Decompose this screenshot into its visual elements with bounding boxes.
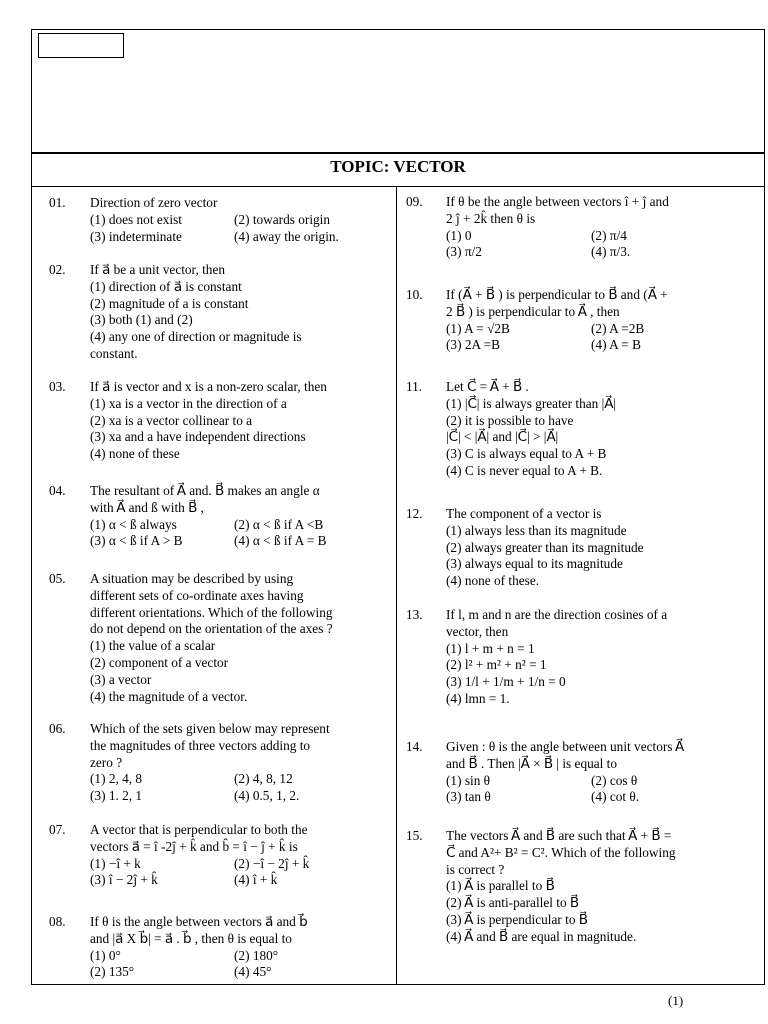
question-body (90, 262, 302, 363)
question-line: with A⃗ and ß with B⃗ , (90, 499, 204, 515)
question-line: C⃗ and A²+ B² = C². Which of the following (446, 844, 676, 860)
option: (3) α < ß if A > B (90, 533, 183, 549)
question-line: different orientations. Which of the following (90, 604, 333, 620)
question-line: If l, m and n are the direction cosines of a (446, 607, 668, 622)
option: (1) 0° (90, 947, 121, 963)
question-number: 08. (49, 914, 66, 929)
question-line: 2 B⃗ ) is perpendicular to A⃗ , then (446, 303, 620, 319)
option: (3) 1. 2, 1 (90, 788, 143, 804)
option: (4) 45° (234, 964, 272, 980)
question-body (446, 828, 676, 946)
question-body (446, 607, 667, 708)
question-number: 03. (49, 379, 66, 394)
option: (4) A = B (591, 337, 641, 353)
question-line: the magnitudes of three vectors adding to (90, 737, 311, 753)
options-grid (90, 856, 309, 890)
question-line: (3) C is always equal to A + B (446, 446, 607, 462)
option: (2) cos θ (591, 772, 638, 788)
question-number: 15. (406, 828, 423, 843)
question-line: (4) none of these (90, 446, 180, 462)
option: (1) A = √2B (446, 320, 510, 336)
options-grid (446, 228, 669, 262)
question-number: 14. (406, 739, 423, 754)
question-line: A situation may be described by using (90, 571, 294, 586)
question-body (90, 195, 339, 245)
question-line: do not depend on the orientation of the axes ? (90, 621, 333, 637)
question-number: 12. (406, 506, 423, 521)
question-line: (4) any one of direction or magnitude is (90, 329, 302, 345)
page-number: (1) (668, 993, 684, 1008)
question-line: Given : θ is the angle between unit vectors A⃗ (446, 739, 685, 754)
option: (2) 180° (234, 947, 279, 963)
options-grid (90, 212, 339, 246)
question-line: The resultant of A⃗ and. B⃗ makes an angle α (90, 483, 320, 498)
question-body (446, 287, 668, 354)
option: (3) tan θ (446, 789, 491, 805)
question-body (446, 739, 684, 806)
question-line: (3) a vector (90, 671, 152, 687)
question-line: (4) none of these. (446, 573, 540, 589)
question-line: (4) the magnitude of a vector. (90, 688, 248, 704)
question-line: vector, then (446, 623, 509, 639)
question-body (90, 822, 309, 889)
question-line: Let C⃗ = A⃗ + B⃗ . (446, 379, 529, 394)
column-divider (396, 186, 397, 985)
question-number: 05. (49, 571, 66, 586)
roll-number-box (38, 33, 124, 58)
question-line: (3) both (1) and (2) (90, 312, 193, 328)
option: (1) sin θ (446, 772, 491, 788)
question-body (90, 571, 333, 705)
question-line: (1) the value of a scalar (90, 638, 216, 654)
options-grid (446, 321, 668, 355)
question-line: (1) xa is a vector in the direction of a (90, 395, 287, 411)
question-line: vectors a⃗ = î -2ĵ + k̂ and b̂ = î − ĵ + k̂ is (90, 838, 298, 854)
option: (2) A =2B (591, 320, 645, 336)
option: (2) π/4 (591, 227, 627, 243)
question-line: (1) direction of a⃗ is constant (90, 278, 242, 294)
question-line: (3) xa and a have independent directions (90, 429, 306, 445)
question-line: Direction of zero vector (90, 195, 218, 210)
question-line: zero ? (90, 754, 123, 770)
question-line: (1) |C⃗| is always greater than |A⃗| (446, 395, 617, 411)
question-body (90, 721, 330, 805)
options-grid (90, 948, 308, 982)
option: (3) î − 2ĵ + k̂ (90, 872, 158, 888)
question-line: (2) l² + m² + n² = 1 (446, 657, 547, 673)
question-line: (2) component of a vector (90, 654, 229, 670)
option: (3) 2A =B (446, 337, 501, 353)
question-number: 02. (49, 262, 66, 277)
question-line: The component of a vector is (446, 506, 602, 521)
question-line: 2 ĵ + 2k̂ then θ is (446, 210, 536, 226)
question-line: If (A⃗ + B⃗ ) is perpendicular to B⃗ and (A⃗ + (446, 287, 668, 302)
option: (1) 0 (446, 227, 472, 243)
options-grid (90, 517, 327, 551)
options-grid (446, 773, 684, 807)
question-line: is correct ? (446, 861, 505, 877)
question-line: If a⃗ is vector and x is a non-zero scalar, then (90, 379, 327, 394)
question-line: (2) xa is a vector collinear to a (90, 412, 253, 428)
option: (3) indeterminate (90, 228, 182, 244)
option: (4) π/3. (591, 244, 631, 260)
question-line: (1) A⃗ is parallel to B⃗ (446, 878, 555, 894)
question-number: 01. (49, 195, 66, 210)
option: (1) −î + k (90, 855, 141, 871)
question-number: 13. (406, 607, 423, 622)
question-line: constant. (90, 345, 138, 361)
question-line: (2) always greater than its magnitude (446, 539, 644, 555)
question-line: (2) A⃗ is anti-parallel to B⃗ (446, 895, 580, 911)
question-line: (4) lmn = 1. (446, 690, 510, 706)
question-body (446, 194, 669, 261)
question-number: 10. (406, 287, 423, 302)
option: (4) α < ß if A = B (234, 533, 327, 549)
option: (2) towards origin (234, 211, 331, 227)
option: (4) cot θ. (591, 789, 640, 805)
question-number: 07. (49, 822, 66, 837)
question-line: and |a⃗ X b⃗| = a⃗ . b⃗ , then θ is equal to (90, 930, 292, 946)
question-body (446, 506, 644, 590)
question-body (90, 914, 308, 981)
question-body (90, 379, 327, 463)
question-line: A vector that is perpendicular to both the (90, 822, 308, 837)
option: (1) does not exist (90, 211, 182, 227)
question-line: |C⃗| < |A⃗| and |C⃗| > |A⃗| (446, 429, 559, 445)
question-body (446, 379, 616, 480)
question-number: 09. (406, 194, 423, 209)
option: (4) away the origin. (234, 228, 339, 244)
option: (2) α < ß if A <B (234, 516, 324, 532)
question-number: 04. (49, 483, 66, 498)
question-line: (3) A⃗ is perpendicular to B⃗ (446, 911, 588, 927)
question-number: 11. (406, 379, 423, 394)
question-body (90, 483, 327, 550)
option: (1) 2, 4, 8 (90, 771, 143, 787)
option: (2) 4, 8, 12 (234, 771, 293, 787)
header-divider (31, 152, 765, 154)
question-line: (1) l + m + n = 1 (446, 640, 535, 656)
options-grid (90, 771, 330, 805)
question-line: and B⃗ . Then |A⃗ × B⃗ | is equal to (446, 755, 618, 771)
question-line: (2) it is possible to have (446, 412, 574, 428)
option: (2) 135° (90, 964, 135, 980)
option: (2) −î − 2ĵ + k̂ (234, 855, 310, 871)
question-line: (4) A⃗ and B⃗ are equal in magnitude. (446, 928, 637, 944)
topic-divider (31, 186, 765, 187)
question-line: (2) magnitude of a is constant (90, 295, 249, 311)
option: (3) π/2 (446, 244, 482, 260)
question-line: If a⃗ be a unit vector, then (90, 262, 225, 277)
question-line: (3) always equal to its magnitude (446, 556, 623, 572)
topic-title: TOPIC: VECTOR (330, 157, 466, 176)
option: (4) 0.5, 1, 2. (234, 788, 300, 804)
question-line: If θ be the angle between vectors î + ĵ and (446, 194, 669, 209)
question-line: different sets of co-ordinate axes having (90, 587, 304, 603)
question-line: Which of the sets given below may represent (90, 721, 330, 736)
question-number: 06. (49, 721, 66, 736)
question-line: If θ is the angle between vectors a⃗ and b⃗ (90, 914, 308, 929)
option: (1) α < ß always (90, 516, 177, 532)
question-line: (3) 1/l + 1/m + 1/n = 0 (446, 674, 566, 690)
option: (4) î + k̂ (234, 872, 278, 888)
question-line: The vectors A⃗ and B⃗ are such that A⃗ + B⃗ = (446, 828, 672, 843)
question-line: (1) always less than its magnitude (446, 522, 627, 538)
question-line: (4) C is never equal to A + B. (446, 462, 603, 478)
